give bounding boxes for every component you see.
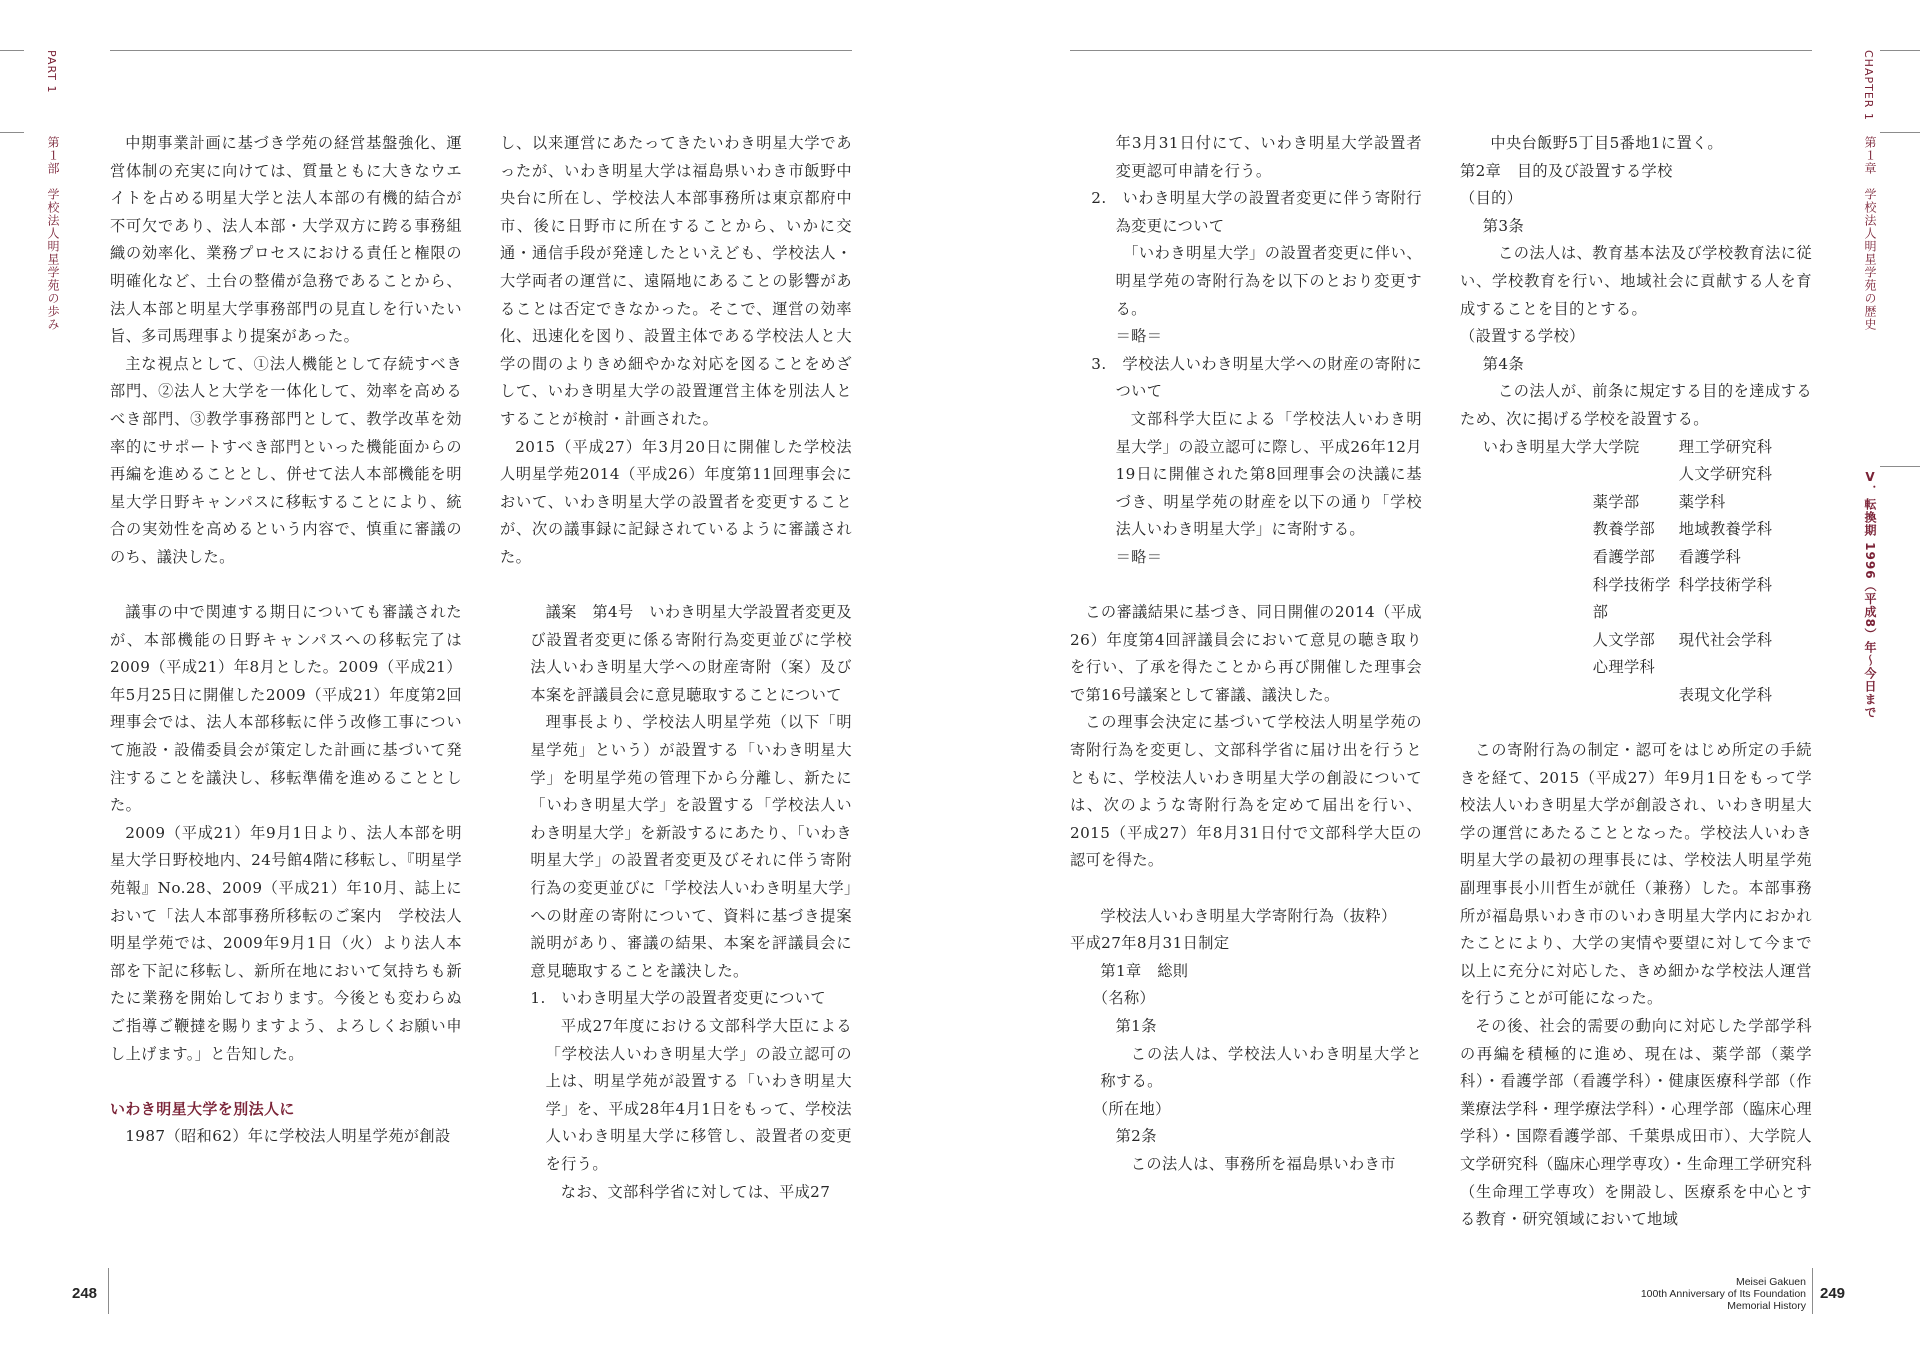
paragraph: し、以来運営にあたってきたいわき明星大学であったが、いわき明星大学は福島県いわき市飯野中央台に所在し、学校法人本部事務所は東京都府中市、後に日野市に所在することから、いかに交通・通信手段が発達したといえども、学校法人・大学両者の運営に、遠隔地にあることの影響があることは否定できなかった。そこで、運営の効率化、迅速化を図り、設置主体である学校法人と大学の間のよりきめ細やかな対応を図ることをめざして、いわき明星大学の設置運営主体を別法人とすることが検討・計画された。 <box>500 134 852 428</box>
quote-item-body: 「いわき明星大学」の設置者変更に伴い、明星学苑の寄附行為を以下のとおり変更する。 <box>1115 244 1422 318</box>
quote-item-body: なお、文部科学省に対しては、平成27 <box>560 1182 831 1201</box>
left-top-rule <box>0 50 24 51</box>
article-number: 第4条 <box>1482 354 1525 373</box>
article-body: この法人は、教育基本法及び学校教育法に従い、学校教育を行い、地域社会に貢献する人を育成することを目的とする。 <box>1460 244 1812 318</box>
paragraph: 中期事業計画に基づき学苑の経営基盤強化、運営体制の充実に向けては、質量ともに大きなウエイトを占める明星大学と法人本部の有機的結合が不可欠であり、法人本部・大学双方に跨る事務組織の効率化、業務プロセスにおける責任と権限の明確化など、土台の整備が急務であることから、法人本部と明星大学事務部門の見直しを行いたい旨、多司馬理事より提案があった。 <box>110 134 462 346</box>
left-column-2 <box>500 130 852 1206</box>
section-heading: いわき明星大学を別法人に <box>110 1099 295 1118</box>
right-top-rule <box>1880 50 1920 51</box>
document-date: 平成27年8月31日制定 <box>1070 934 1230 953</box>
chapter-heading: 第1章 総則 <box>1100 961 1189 980</box>
quote-item-body: 平成27年度における文部科学大臣による「学校法人いわき明星大学」の設立認可の上は、明星学苑が設置する「いわき明星大学」を、平成28年4月1日をもって、学校法人いわき明星大学に移管し、設置者の変更を行う。 <box>545 1017 852 1173</box>
paragraph: この審議結果に基づき、同日開催の2014（平成26）年度第4回評議員会において意見の聴き取りを行い、了承を得たことから再び開催した理事会で第16号議案として審議、議決した。 <box>1070 603 1422 704</box>
quote-item-title: 1. いわき明星大学の設置者変更について <box>530 989 826 1008</box>
paragraph: その後、社会的需要の動向に対応した学部学科の再編を積極的に進め、現在は、薬学部（薬学科）・看護学部（看護学科）・健康医療科学部（作業療法学科・理学療法学科）・心理学部（臨床心理学科）・国際看護学部、千葉県成田市）、大学院人文学研究科（臨床心理学専攻）・生命理工学研究科（生命理工学専攻）を開設し、医療系を中心とする教育・研究領域において地域 <box>1460 1017 1812 1229</box>
paragraph: この寄附行為の制定・認可をはじめ所定の手続きを経て、2015（平成27）年9月1日をもって学校法人いわき明星大学が創設され、いわき明星大学の運営にあたることとなった。学校法人いわき明星大学の最初の理事長には、学校法人明星学苑副理事長小川哲生が就任（兼務）した。本部事務所が福島県いわき市のいわき明星大学内におかれたことにより、大学の実情や要望に対して今まで以上に充分に対応した、きめ細かな学校法人運営を行うことが可能になった。 <box>1460 741 1812 1008</box>
footer-title <box>1641 1276 1806 1312</box>
quote-paragraph: 理事長より、学校法人明星学苑（以下「明星学苑」という）が設置する「いわき明星大学」を明星学苑の管理下から分離し、新たに「いわき明星大学」を設置する「学校法人いわき明星大学」を新設するにあたり、「いわき明星大学」の設置者変更及びそれに伴う寄附行為の変更並びに「学校法人いわき明星大学」への財産の寄附について、資料に基づき提案説明があり、審議の結果、本案を評議員会に意見聴取することを議決した。 <box>530 713 852 980</box>
article-number: 第2条 <box>1115 1127 1157 1146</box>
omission-mark: ＝略＝ <box>1115 547 1163 566</box>
left-header-rule <box>110 50 852 51</box>
quote-item-body: 文部科学大臣による「学校法人いわき明星大学」の設立認可に際し、平成26年12月19日に開催された第8回理事会の決議に基づき、明星学苑の財産を以下の通り「学校法人いわき明星大学」に寄附する。 <box>1115 409 1422 539</box>
article-number: 第1条 <box>1115 1017 1157 1035</box>
table-row: 心理学科 <box>1592 658 1656 677</box>
chapter-heading: 第2章 目的及び設置する学校 <box>1460 161 1673 180</box>
right-column-4 <box>1460 130 1812 1234</box>
article-caption: （設置する学校） <box>1460 327 1585 346</box>
table-row: 科学技術学部 科学技術学科 <box>1592 575 1773 622</box>
part-label: PART 1 <box>45 50 58 94</box>
table-row: 教養学部 地域教養学科 <box>1592 520 1773 539</box>
table-row: 表現文化学科 <box>1678 685 1773 704</box>
school-table <box>1460 434 1812 710</box>
table-row: 薬学部 薬学科 <box>1592 492 1726 511</box>
article-body: この法人は、学校法人いわき明星大学と称する。 <box>1100 1044 1422 1091</box>
article-body: 中央台飯野5丁目5番地1に置く。 <box>1490 134 1723 152</box>
quote-heading: 議案 第4号 いわき明星大学設置者変更及び設置者変更に係る寄附行為変更並びに学校法人いわき明星大学への財産寄附（案）及び本案を評議員会に意見聴取することについて <box>530 603 852 704</box>
left-column-1 <box>110 130 462 1151</box>
article-caption: （所在地） <box>1092 1099 1171 1118</box>
left-footer-divider <box>108 1268 109 1314</box>
right-header-rule <box>1070 50 1812 51</box>
paragraph: この理事会決定に基づいて学校法人明星学苑の寄附行為を変更し、文部科学省に届け出を行うとともに、学校法人いわき明星大学の創設については、次のような寄附行為を定めて届出を行い、2015（平成27）年8月31日付で文部科学大臣の認可を得た。 <box>1070 713 1422 870</box>
article-caption: （名称） <box>1092 989 1156 1008</box>
footer-line: Meisei Gakuen <box>1735 1276 1806 1288</box>
table-row: 人文学部 現代社会学科 <box>1592 630 1773 649</box>
table-row: 人文学研究科 <box>1678 465 1773 484</box>
chapter-label: CHAPTER 1 <box>1862 50 1875 121</box>
paragraph: 2009（平成21）年9月1日より、法人本部を明星大学日野校地内、24号館4階に移転し、『明星学苑報』No.28、2009（平成21）年10月、誌上において「法人本部事務所移転のご案内 学校法人明星学苑では、2009年9月1日（火）より法人本部を下記に移転し、新所在地において気持ちも新たに業務を開始しております。今後とも変わらぬご指導ご鞭撻を賜りますよう、よろしくお願い申し上げます。」と告知した。 <box>110 823 462 1063</box>
right-column-3 <box>1070 130 1422 1179</box>
section-period-label: Ⅴ．転換期 1996（平成8）年〜今日まで <box>1863 470 1877 719</box>
paragraph: 議事の中で関連する期日についても審議されたが、本部機能の日野キャンパスへの移転完了は2009（平成21）年8月とした。2009（平成21）年5月25日に開催した2009（平成21）年度第2回理事会では、法人本部移転に伴う改修工事について施設・設備委員会が策定した計画に基づいて発注することを議決し、移転準備を進めることとした。 <box>110 603 462 815</box>
table-row: いわき明星大学 大学院 理工学研究科 <box>1482 437 1773 456</box>
left-side-rule <box>0 132 24 133</box>
page-number-left: 248 <box>72 1285 98 1302</box>
article-caption: （目的） <box>1460 189 1523 208</box>
part-title-label: 第１部 学校法人明星学苑の歩み <box>46 136 60 331</box>
table-row: 看護学部 看護学科 <box>1592 547 1742 566</box>
article-number: 第3条 <box>1482 216 1525 235</box>
quote-item-title: 2. いわき明星大学の設置者変更に伴う寄附行為変更について <box>1091 189 1422 235</box>
document-title: 学校法人いわき明星大学寄附行為（抜粋） <box>1100 906 1397 925</box>
right-section-rule <box>1880 466 1920 467</box>
article-body: この法人が、前条に規定する目的を達成するため、次に掲げる学校を設置する。 <box>1460 382 1812 428</box>
footer-line: 100th Anniversary of Its Foundation <box>1640 1288 1806 1300</box>
quote-item-title: 3. 学校法人いわき明星大学への財産の寄附について <box>1091 354 1422 401</box>
paragraph: 主な視点として、①法人機能として存続すべき部門、②法人と大学を一体化して、効率を高めるべき部門、③教学事務部門として、教学改革を効率的にサポートすべき部門といった機能面からの再編を進めることとし、併せて法人本部機能を明星大学日野キャンパスに移転することにより、統合の実効性を高めるという内容で、慎重に審議ののち、議決した。 <box>110 354 462 566</box>
chapter-title-label: 第１章 学校法人明星学苑の歴史 <box>1863 136 1877 331</box>
page-number-right: 249 <box>1820 1285 1846 1302</box>
paragraph: 1987（昭和62）年に学校法人明星学苑が創設 <box>125 1127 451 1146</box>
article-body: この法人は、事務所を福島県いわき市 <box>1130 1154 1396 1173</box>
omission-mark: ＝略＝ <box>1115 327 1163 346</box>
quote-paragraph: 年3月31日付にて、いわき明星大学設置者変更認可申請を行う。 <box>1115 134 1422 180</box>
footer-line: Memorial History <box>1727 1300 1806 1312</box>
right-side-rule <box>1880 132 1920 133</box>
paragraph: 2015（平成27）年3月20日に開催した学校法人明星学苑2014（平成26）年度第11回理事会において、いわき明星大学の設置者を変更することが、次の議事録に記録されているように審議された。 <box>500 437 852 566</box>
right-footer-divider <box>1812 1268 1813 1314</box>
